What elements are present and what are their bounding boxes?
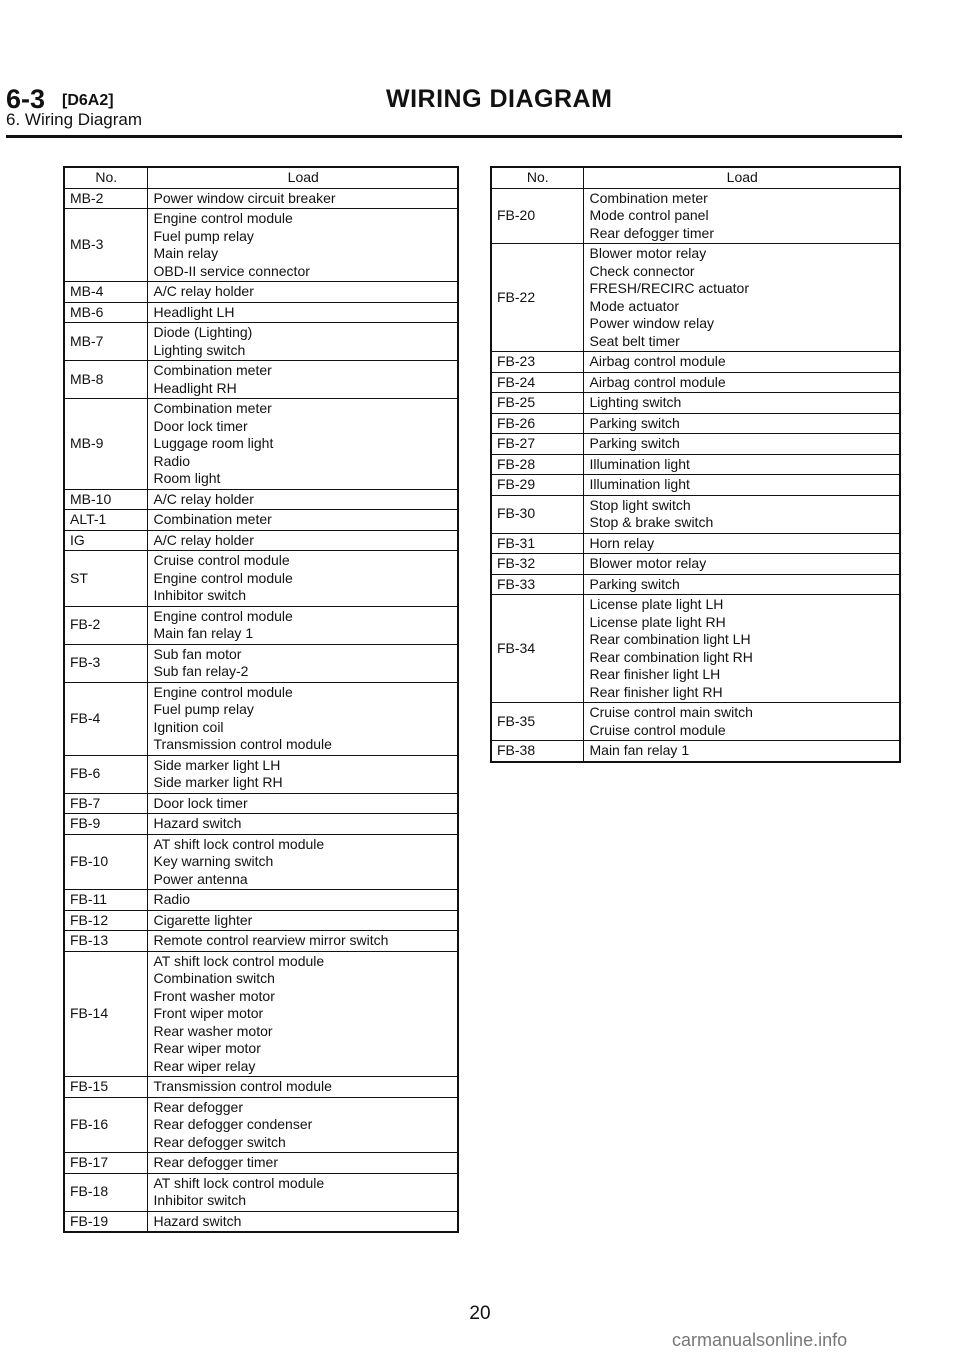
load-list [147,834,458,890]
table-row [64,606,458,644]
load-item: Mode control panel [589,207,709,223]
fuse-number: FB-9 [64,814,147,835]
load-item: Diode (Lighting) [153,324,253,340]
load-list [583,475,900,496]
load-list [147,951,458,1077]
load-list [147,910,458,931]
table-row [64,644,458,682]
table-row [491,574,900,595]
load-list [147,1077,458,1098]
load-item: Rear defogger timer [153,1154,279,1170]
load-list [147,530,458,551]
load-item: Lighting switch [589,394,682,410]
load-item: Main fan relay 1 [153,625,254,641]
load-item: Check connector [589,262,695,279]
load-item: Airbag control module [589,373,726,390]
load-list [147,1153,458,1174]
fuse-number: MB-4 [64,282,147,303]
load-item: Radio [153,452,191,469]
load-list [147,510,458,531]
load-item: Hazard switch [153,1212,242,1229]
load-list [147,282,458,303]
load-list [583,741,900,762]
fuse-number: MB-10 [64,489,147,510]
load-list [583,352,900,373]
load-item: Rear washer motor [153,1022,273,1039]
fuse-number: FB-12 [64,910,147,931]
load-item: Rear wiper motor [153,1040,261,1056]
table-row [64,1211,458,1232]
section-subtitle: 6. Wiring Diagram [6,110,143,129]
load-item: Airbag control module [589,353,726,369]
load-list [147,931,458,952]
load-item: Rear finisher light RH [589,683,723,700]
load-item: Blower motor relay [589,245,707,261]
load-item: Door lock timer [153,794,248,811]
fuse-number: MB-6 [64,302,147,323]
load-item: Headlight RH [153,379,237,396]
load-item: Rear defogger switch [153,1133,286,1150]
fuse-number: FB-2 [64,606,147,644]
load-item: A/C relay holder [153,531,254,548]
fuse-number: FB-27 [491,434,583,455]
page-header [6,84,904,129]
load-item: Parking switch [589,435,680,451]
load-item: Luggage room light [153,435,274,451]
column-header-no: No. [491,167,583,188]
table-row [491,475,900,496]
fuse-number: FB-32 [491,554,583,575]
table-row [491,244,900,352]
load-item: A/C relay holder [153,490,254,507]
table-row [491,188,900,244]
load-list [583,703,900,741]
fuse-number: FB-24 [491,372,583,393]
table-row [491,434,900,455]
load-list [147,323,458,361]
load-list [583,554,900,575]
table-row [491,352,900,373]
load-list [583,595,900,703]
load-item: Engine control module [153,569,293,586]
table-body [64,188,458,1232]
table-row [64,814,458,835]
load-item: Power window relay [589,315,714,331]
load-item: Side marker light RH [153,774,283,790]
load-item: Hazard switch [153,815,242,831]
table-row [64,793,458,814]
load-item: Combination meter [153,362,272,378]
column-header-load: Load [147,167,458,188]
table-row [64,755,458,793]
load-item: Mode actuator [589,297,679,314]
fuse-number: MB-8 [64,361,147,399]
table-row [64,951,458,1077]
load-item: AT shift lock control module [153,1174,325,1191]
load-item: A/C relay holder [153,283,254,299]
fuse-number: MB-2 [64,188,147,209]
table-row [491,554,900,575]
table-row [64,510,458,531]
load-item: License plate light LH [589,596,724,612]
load-list [147,606,458,644]
section-title: WIRING DIAGRAM [386,85,613,113]
fuse-number: MB-7 [64,323,147,361]
load-list [147,1211,458,1232]
table-row [64,551,458,607]
table-row [64,399,458,490]
load-list [147,1173,458,1211]
load-item: Cruise control module [153,552,290,568]
fuse-number: FB-18 [64,1173,147,1211]
load-list [147,682,458,755]
load-item: Rear defogger [153,1098,244,1115]
load-item: Door lock timer [153,417,248,434]
load-list [583,454,900,475]
load-table-left [63,166,459,1233]
table-row [64,1077,458,1098]
fuse-number: FB-17 [64,1153,147,1174]
load-item: Cigarette lighter [153,911,253,928]
load-list [583,533,900,554]
table-row [64,890,458,911]
fuse-number: FB-33 [491,574,583,595]
load-item: Rear combination light RH [589,648,753,665]
load-item: Combination meter [589,189,708,206]
fuse-number: FB-4 [64,682,147,755]
load-list [583,188,900,244]
load-item: Front washer motor [153,987,275,1004]
load-item: Parking switch [589,575,680,592]
fuse-number: MB-3 [64,209,147,282]
load-item: Sub fan relay-2 [153,663,249,679]
load-item: Inhibitor switch [153,1192,247,1208]
load-item: Cruise control module [589,721,726,738]
load-item: Front wiper motor [153,1005,264,1021]
load-list [147,209,458,282]
fuse-number: FB-30 [491,495,583,533]
table-row [491,495,900,533]
load-item: Rear finisher light LH [589,666,721,682]
load-list [583,574,900,595]
table-row [64,209,458,282]
fuse-number: FB-28 [491,454,583,475]
section-number: 6-3 [6,84,46,114]
table-row [491,741,900,762]
load-item: Illumination light [589,476,690,492]
fuse-number: FB-34 [491,595,583,703]
table-row [491,413,900,434]
load-list [147,399,458,490]
table-row [491,595,900,703]
fuse-number: FB-7 [64,793,147,814]
load-list [147,188,458,209]
fuse-number: FB-3 [64,644,147,682]
table-row [491,703,900,741]
load-list [583,372,900,393]
load-item: AT shift lock control module [153,835,325,852]
load-item: Combination switch [153,970,275,986]
load-item: Fuel pump relay [153,227,254,244]
load-list [147,551,458,607]
load-item: AT shift lock control module [153,952,325,969]
table-row [64,302,458,323]
load-item: Illumination light [589,455,690,472]
fuse-number: FB-14 [64,951,147,1077]
load-item: License plate light RH [589,613,726,630]
load-item: Main relay [153,245,219,261]
load-item: FRESH/RECIRC actuator [589,280,749,296]
load-item: Radio [153,891,191,907]
column-header-load: Load [583,167,900,188]
load-item: Stop light switch [589,496,691,513]
load-list [147,814,458,835]
table-body [491,188,900,762]
load-item: Combination meter [153,400,272,416]
page-number: 20 [469,1303,491,1324]
load-list [583,244,900,352]
load-item: Ignition coil [153,718,224,735]
table-row [64,1153,458,1174]
table-row [64,1097,458,1153]
fuse-number: FB-11 [64,890,147,911]
fuse-number: IG [64,530,147,551]
load-item: Power antenna [153,870,248,887]
table-row [491,533,900,554]
load-item: Rear wiper relay [153,1057,256,1074]
load-list [147,361,458,399]
fuse-number: FB-31 [491,533,583,554]
table-row [491,454,900,475]
fuse-number: FB-15 [64,1077,147,1098]
load-item: Main fan relay 1 [589,742,690,758]
load-item: Stop & brake switch [589,514,714,530]
load-list [147,489,458,510]
fuse-number: MB-9 [64,399,147,490]
fuse-number: ST [64,551,147,607]
load-item: Blower motor relay [589,555,707,571]
load-item: Inhibitor switch [153,587,247,603]
load-item: Room light [153,470,221,486]
fuse-number: FB-10 [64,834,147,890]
load-list [583,393,900,414]
table-row [64,910,458,931]
load-list [147,890,458,911]
load-item: Cruise control main switch [589,704,753,720]
load-item: Seat belt timer [589,332,680,349]
load-item: Power window circuit breaker [153,189,336,206]
header-rule [6,135,902,138]
table-row [64,282,458,303]
load-item: Sub fan motor [153,645,242,662]
fuse-number: ALT-1 [64,510,147,531]
fuse-number: FB-26 [491,413,583,434]
table-row [64,323,458,361]
fuse-number: FB-16 [64,1097,147,1153]
load-item: Rear defogger timer [589,224,715,241]
load-item: Engine control module [153,210,293,226]
fuse-number: FB-25 [491,393,583,414]
fuse-number: FB-22 [491,244,583,352]
table-row [64,834,458,890]
fuse-number: FB-20 [491,188,583,244]
column-header-no: No. [64,167,147,188]
load-list [583,434,900,455]
table-row [64,489,458,510]
table-row [64,682,458,755]
load-list [583,413,900,434]
fuse-number: FB-35 [491,703,583,741]
load-item: Headlight LH [153,303,235,320]
table-row [64,931,458,952]
table-row [64,361,458,399]
load-item: Transmission control module [153,736,332,752]
load-item: Remote control rearview mirror switch [153,932,389,948]
load-list [147,1097,458,1153]
fuse-number: FB-23 [491,352,583,373]
load-item: Rear combination light LH [589,631,751,647]
table-row [491,393,900,414]
load-item: Engine control module [153,607,293,624]
table-header-row [491,167,900,188]
load-list [147,302,458,323]
load-item: Key warning switch [153,853,274,869]
load-item: Engine control module [153,683,293,700]
load-table-right [490,166,901,763]
load-item: Lighting switch [153,341,246,358]
load-list [583,495,900,533]
table-row [64,188,458,209]
watermark: carmanualsonline.info [672,1330,848,1350]
load-item: Parking switch [589,414,680,431]
load-list [147,644,458,682]
load-item: Fuel pump relay [153,701,254,717]
table-row [64,530,458,551]
table-header-row [64,167,458,188]
fuse-number: FB-29 [491,475,583,496]
load-item: Rear defogger condenser [153,1116,313,1132]
load-list [147,755,458,793]
fuse-number: FB-19 [64,1211,147,1232]
section-code: [D6A2] [62,92,114,109]
load-list [147,793,458,814]
load-item: Transmission control module [153,1078,332,1094]
fuse-number: FB-13 [64,931,147,952]
load-item: Side marker light LH [153,756,281,773]
load-item: OBD-II service connector [153,262,310,279]
fuse-number: FB-38 [491,741,583,762]
load-item: Horn relay [589,534,655,551]
fuse-number: FB-6 [64,755,147,793]
table-row [491,372,900,393]
table-row [64,1173,458,1211]
load-item: Combination meter [153,511,272,527]
